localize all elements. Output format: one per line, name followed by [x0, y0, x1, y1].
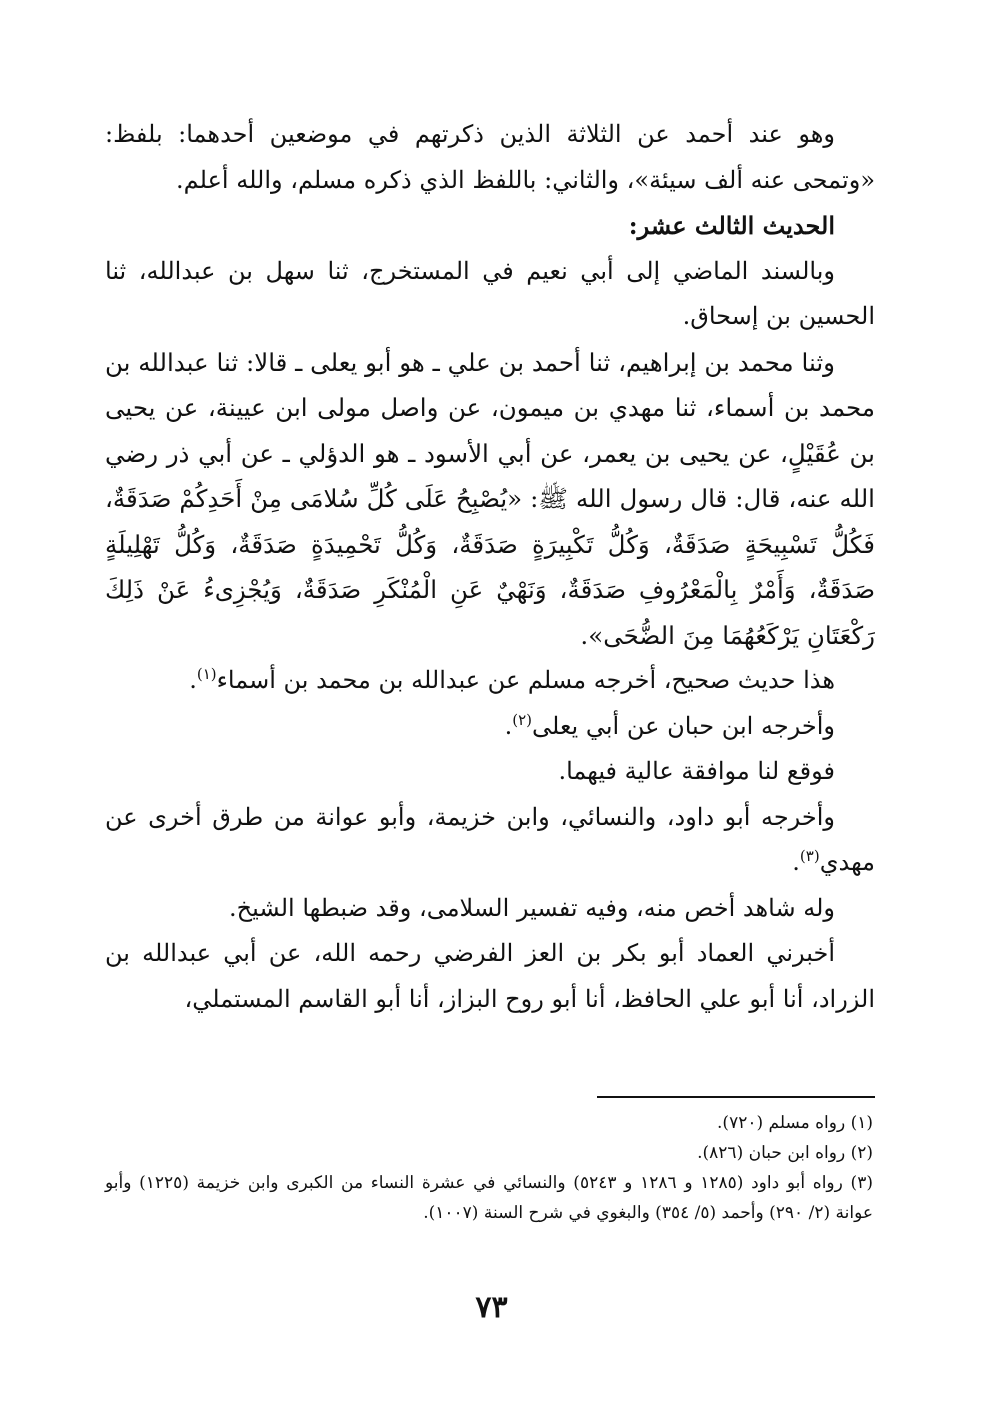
page-number: ٧٣ [475, 1290, 508, 1325]
paragraph-musnad-ahmad-note: وهو عند أحمد عن الثلاثة الذين ذكرتهم في موضعين أحدهما: بلفظ: «وتمحى عنه ألف سيئة»، والثاني: باللفظ الذي ذكره مسلم، والله أعلم. [105, 120, 875, 194]
paragraph-takhrij-ibn-hibban [105, 704, 875, 750]
footnote-1: (١) رواه مسلم (٧٢٠). [717, 1113, 873, 1133]
paragraph-muwafaqa: فوقع لنا موافقة عالية فيهما. [558, 757, 835, 785]
footnotes [105, 1108, 873, 1228]
footnote-separator-line [597, 1096, 875, 1098]
footnote-ref-2: (٢) [512, 710, 533, 729]
paragraph-shahid: وله شاهد أخص منه، وفيه تفسير السلامى، وقد ضبطها الشيخ. [228, 893, 835, 922]
paragraph-takhrij-muslim [105, 658, 875, 704]
paragraph-isnad-imad: أخبرني العماد أبو بكر بن العز الفرضي رحمه الله، عن أبي عبدالله بن الزراد، أنا أبو علي الحافظ، أنا أبو روح البزاز، أنا أبو القاسم المستملي، [105, 939, 875, 1013]
section-heading-hadith-13: الحديث الثالث عشر: [628, 211, 835, 240]
footnote-ref-3: (٣) [799, 847, 820, 865]
takhrij-others-end: . [792, 848, 800, 876]
footnote-ref-1: (١) [196, 665, 217, 683]
takhrij-ibn-hibban-text: وأخرجه ابن حبان عن أبي يعلى [532, 711, 835, 740]
paragraph-takhrij-others [105, 795, 875, 886]
footnote-2: (٢) رواه ابن حبان (٨٢٦). [697, 1143, 873, 1163]
paragraph-hadith-text: وثنا محمد بن إبراهيم، ثنا أحمد بن علي ـ هو أبو يعلى ـ قالا: ثنا عبدالله بن محمد بن أسماء، ثنا مهدي بن ميمون، عن واصل مولى ابن عيينة، عن يحيى بن عُقَيْلٍ، عن يحيى بن يعمر، عن أبي الأسود ـ هو الدؤلي ـ عن أبي ذر رضي الله عنه، قال: قال رسول الله ﷺ: «يُصْبِحُ عَلَى كُلِّ سُلامَى مِنْ أَحَدِكُمْ صَدَقَةٌ، فَكُلُّ تَسْبِيحَةٍ صَدَقَةٌ، وَكُلُّ تَكْبِيرَةٍ صَدَقَةٌ، وَكُلُّ تَحْمِيدَةٍ صَدَقَةٌ، وَكُلُّ تَهْلِيلَةٍ صَدَقَةٌ، وَأَمْرٌ بِالْمَعْرُوفِ صَدَقَةٌ، وَنَهْيٌ عَنِ الْمُنْكَرِ صَدَقَةٌ، وَيُجْزِىءُ عَنْ ذَلِكَ رَكْعَتَانِ يَرْكَعُهُمَا مِنَ الضُّحَى». [105, 347, 875, 650]
takhrij-others-text: وأخرجه أبو داود، والنسائي، وابن خزيمة، وأبو عوانة من طرق أخرى عن مهدي [105, 802, 875, 876]
footnote-3: (٣) رواه أبو داود (١٢٨٥ و ١٢٨٦ و ٥٢٤٣) والنسائي في عشرة النساء من الكبرى وابن خزيمة (١٢٢٥) وأبو عوانة (٢/ ٢٩٠) وأحمد (٥/ ٣٥٤) والبغوي في شرح السنة (١٠٠٧). [105, 1173, 873, 1223]
takhrij-muslim-end: . [189, 666, 197, 694]
takhrij-muslim-text: هذا حديث صحيح، أخرجه مسلم عن عبدالله بن محمد بن أسماء [216, 666, 835, 694]
paragraph-isnad-abu-nuaym: وبالسند الماضي إلى أبي نعيم في المستخرج، ثنا سهل بن عبدالله، ثنا الحسين بن إسحاق. [105, 256, 875, 330]
main-text [105, 112, 875, 1022]
takhrij-ibn-hibban-end: . [504, 711, 513, 740]
